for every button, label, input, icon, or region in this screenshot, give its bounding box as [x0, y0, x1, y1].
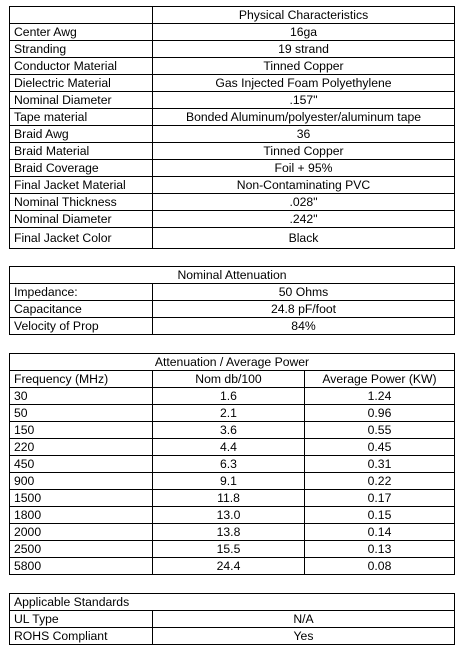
attenuation-cell: 2.1 [153, 405, 305, 422]
table-row [10, 24, 455, 41]
row-value: 16ga [153, 24, 455, 41]
row-label: Braid Coverage [10, 160, 153, 177]
row-value: 84% [153, 318, 455, 335]
table-row [10, 490, 455, 507]
table-title-row [10, 594, 455, 611]
attenuation-cell: 13.8 [153, 524, 305, 541]
row-label: Center Awg [10, 24, 153, 41]
table-row [10, 558, 455, 575]
row-label: Velocity of Prop [10, 318, 153, 335]
table-row [10, 143, 455, 160]
attenuation-cell: 4.4 [153, 439, 305, 456]
attenuation-cell: 6.3 [153, 456, 305, 473]
table-row [10, 284, 455, 301]
table-row [10, 473, 455, 490]
attenuation-power-title: Attenuation / Average Power [10, 354, 455, 371]
attenuation-cell: 1.6 [153, 388, 305, 405]
frequency-cell: 30 [10, 388, 153, 405]
column-header-frequency: Frequency (MHz) [10, 371, 153, 388]
row-value: N/A [153, 611, 455, 628]
row-value: .242" [153, 211, 455, 228]
row-label: Final Jacket Color [10, 228, 153, 249]
row-label: ROHS Compliant [10, 628, 153, 645]
table-row [10, 228, 455, 249]
power-cell: 0.22 [305, 473, 455, 490]
table-row [10, 177, 455, 194]
attenuation-power-table [9, 353, 455, 575]
frequency-cell: 450 [10, 456, 153, 473]
attenuation-cell: 13.0 [153, 507, 305, 524]
power-cell: 1.24 [305, 388, 455, 405]
row-value: Tinned Copper [153, 143, 455, 160]
table-row [10, 524, 455, 541]
row-value: Bonded Aluminum/polyester/aluminum tape [153, 109, 455, 126]
power-cell: 0.08 [305, 558, 455, 575]
table-row [10, 628, 455, 645]
row-label: Tape material [10, 109, 153, 126]
frequency-cell: 2000 [10, 524, 153, 541]
row-label: Dielectric Material [10, 75, 153, 92]
row-label: UL Type [10, 611, 153, 628]
row-label: Stranding [10, 41, 153, 58]
row-value: Non-Contaminating PVC [153, 177, 455, 194]
table-title-row [10, 267, 455, 284]
frequency-cell: 900 [10, 473, 153, 490]
power-cell: 0.17 [305, 490, 455, 507]
table-row [10, 194, 455, 211]
table-row [10, 405, 455, 422]
physical-characteristics-table [9, 6, 455, 249]
power-cell: 0.13 [305, 541, 455, 558]
row-value: 24.8 pF/foot [153, 301, 455, 318]
power-cell: 0.55 [305, 422, 455, 439]
table-row [10, 611, 455, 628]
table-row [10, 160, 455, 177]
table-row [10, 41, 455, 58]
column-header-attenuation: Nom db/100 [153, 371, 305, 388]
table-row [10, 507, 455, 524]
row-label: Capacitance [10, 301, 153, 318]
row-value: Black [153, 228, 455, 249]
table-row [10, 388, 455, 405]
row-value: .028" [153, 194, 455, 211]
power-cell: 0.45 [305, 439, 455, 456]
row-value: .157" [153, 92, 455, 109]
row-value: Yes [153, 628, 455, 645]
attenuation-cell: 24.4 [153, 558, 305, 575]
frequency-cell: 1500 [10, 490, 153, 507]
applicable-standards-table [9, 593, 455, 645]
attenuation-cell: 15.5 [153, 541, 305, 558]
frequency-cell: 220 [10, 439, 153, 456]
row-label: Final Jacket Material [10, 177, 153, 194]
row-label: Impedance: [10, 284, 153, 301]
table-row [10, 109, 455, 126]
attenuation-cell: 11.8 [153, 490, 305, 507]
table-row [10, 318, 455, 335]
row-label: Nominal Thickness [10, 194, 153, 211]
row-label: Nominal Diameter [10, 92, 153, 109]
attenuation-cell: 3.6 [153, 422, 305, 439]
row-label: Braid Awg [10, 126, 153, 143]
attenuation-cell: 9.1 [153, 473, 305, 490]
row-value: Gas Injected Foam Polyethylene [153, 75, 455, 92]
nominal-attenuation-title: Nominal Attenuation [10, 267, 455, 284]
row-value: 50 Ohms [153, 284, 455, 301]
row-value: Foil + 95% [153, 160, 455, 177]
table-title-row [10, 354, 455, 371]
column-header-power: Average Power (KW) [305, 371, 455, 388]
frequency-cell: 2500 [10, 541, 153, 558]
table-row [10, 422, 455, 439]
power-cell: 0.31 [305, 456, 455, 473]
applicable-standards-title: Applicable Standards [10, 594, 455, 611]
table-header-row [10, 371, 455, 388]
physical-title: Physical Characteristics [153, 7, 455, 24]
row-label: Nominal Diameter [10, 211, 153, 228]
row-value: 19 strand [153, 41, 455, 58]
power-cell: 0.96 [305, 405, 455, 422]
table-title-row [10, 7, 455, 24]
nominal-attenuation-table [9, 266, 455, 335]
frequency-cell: 50 [10, 405, 153, 422]
power-cell: 0.15 [305, 507, 455, 524]
row-value: Tinned Copper [153, 58, 455, 75]
table-row [10, 439, 455, 456]
power-cell: 0.14 [305, 524, 455, 541]
table-row [10, 541, 455, 558]
table-row [10, 126, 455, 143]
frequency-cell: 150 [10, 422, 153, 439]
table-row [10, 301, 455, 318]
table-row [10, 75, 455, 92]
table-row [10, 92, 455, 109]
frequency-cell: 1800 [10, 507, 153, 524]
frequency-cell: 5800 [10, 558, 153, 575]
table-row [10, 58, 455, 75]
table-row [10, 456, 455, 473]
row-label: Braid Material [10, 143, 153, 160]
row-value: 36 [153, 126, 455, 143]
table-row [10, 211, 455, 228]
row-label: Conductor Material [10, 58, 153, 75]
